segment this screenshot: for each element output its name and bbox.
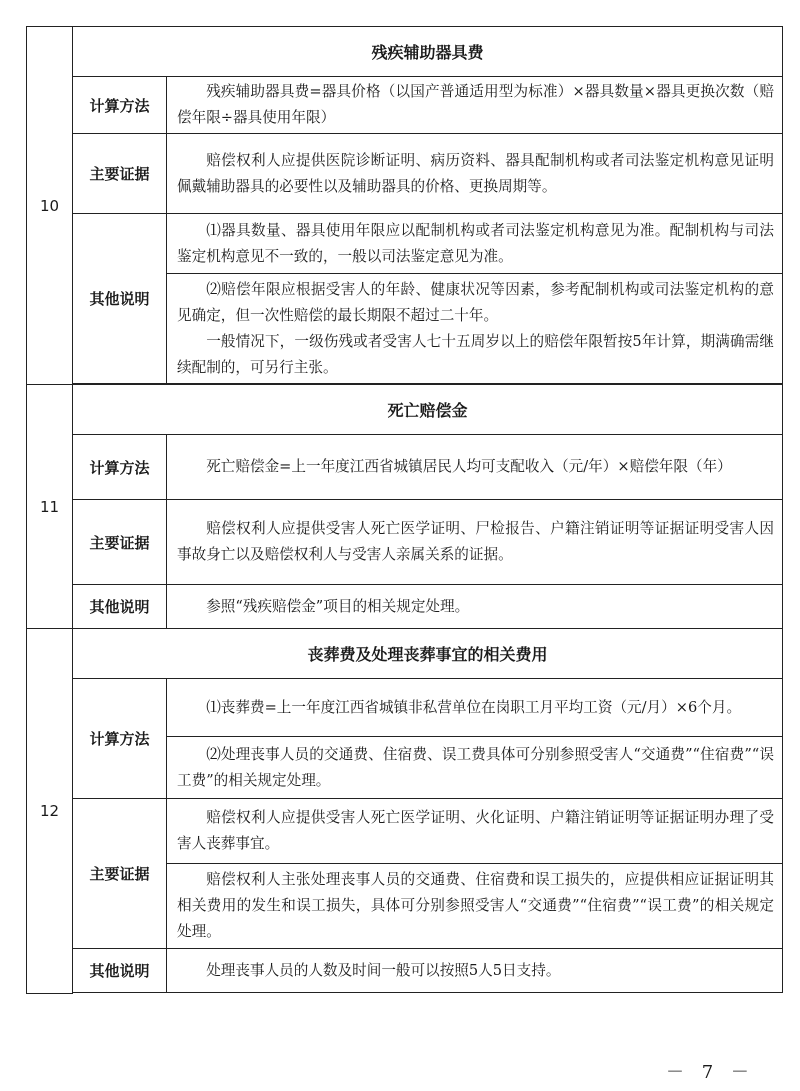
compensation-table xyxy=(26,26,783,994)
label-other-10: 其他说明 xyxy=(73,214,167,384)
calc-text-12-1: ⑴丧葬费=上一年度江西省城镇非私营单位在岗职工月平均工资（元/月）×6个月。 xyxy=(167,679,783,737)
label-other-12: 其他说明 xyxy=(73,949,167,993)
evidence-text-11: 赔偿权利人应提供受害人死亡医学证明、尸检报告、户籍注销证明等证据证明受害人因事故身亡以及赔偿权利人与受害人亲属关系的证据。 xyxy=(167,500,783,585)
evidence-text-12-2: 赔偿权利人主张处理丧事人员的交通费、住宿费和误工损失的，应提供相应证据证明其相关费用的发生和误工损失，具体可分别参照受害人“交通费”“住宿费”“误工费”的相关规定处理。 xyxy=(167,864,783,949)
section-title-11: 死亡赔偿金 xyxy=(73,385,783,435)
evidence-text-10: 赔偿权利人应提供医院诊断证明、病历资料、器具配制机构或者司法鉴定机构意见证明佩戴辅助器具的必要性以及辅助器具的价格、更换周期等。 xyxy=(167,134,783,214)
evidence-text-12-1: 赔偿权利人应提供受害人死亡医学证明、火化证明、户籍注销证明等证据证明办理了受害人丧葬事宜。 xyxy=(167,799,783,864)
calc-text-10: 残疾辅助器具费=器具价格（以国产普通适用型为标准）×器具数量×器具更换次数（赔偿年限÷器具使用年限） xyxy=(167,77,783,134)
row-number-11: 11 xyxy=(27,385,73,629)
other-text-10-1: ⑴器具数量、器具使用年限应以配制机构或者司法鉴定机构意见为准。配制机构与司法鉴定机构意见不一致的，一般以司法鉴定意见为准。 xyxy=(167,214,783,274)
page-number: － 7 － xyxy=(666,1062,755,1083)
calc-text-12-2: ⑵处理丧事人员的交通费、住宿费、误工费具体可分别参照受害人“交通费”“住宿费”“误工费”的相关规定处理。 xyxy=(167,737,783,799)
label-evidence-11: 主要证据 xyxy=(73,500,167,585)
section-title-12: 丧葬费及处理丧葬事宜的相关费用 xyxy=(73,629,783,679)
calc-text-11: 死亡赔偿金=上一年度江西省城镇居民人均可支配收入（元/年）×赔偿年限（年） xyxy=(167,435,783,500)
row-number-12: 12 xyxy=(27,629,73,994)
other-text-11: 参照“残疾赔偿金”项目的相关规定处理。 xyxy=(167,585,783,629)
label-calc-12: 计算方法 xyxy=(73,679,167,799)
row-number-10: 10 xyxy=(27,27,73,385)
other-text-12: 处理丧事人员的人数及时间一般可以按照5人5日支持。 xyxy=(167,949,783,993)
document-page xyxy=(26,26,783,994)
section-title-10: 残疾辅助器具费 xyxy=(73,27,783,77)
label-calc-11: 计算方法 xyxy=(73,435,167,500)
label-evidence-10: 主要证据 xyxy=(73,134,167,214)
label-other-11: 其他说明 xyxy=(73,585,167,629)
label-calc-10: 计算方法 xyxy=(73,77,167,134)
other-text-10-2: ⑵赔偿年限应根据受害人的年龄、健康状况等因素，参考配制机构或司法鉴定机构的意见确定，但一次性赔偿的最长期限不超过二十年。 一般情况下，一级伤残或者受害人七十五周岁以上的赔偿年限暂按5年计算，期满确需继续配制的，可另行主张。 xyxy=(167,274,783,384)
label-evidence-12: 主要证据 xyxy=(73,799,167,949)
